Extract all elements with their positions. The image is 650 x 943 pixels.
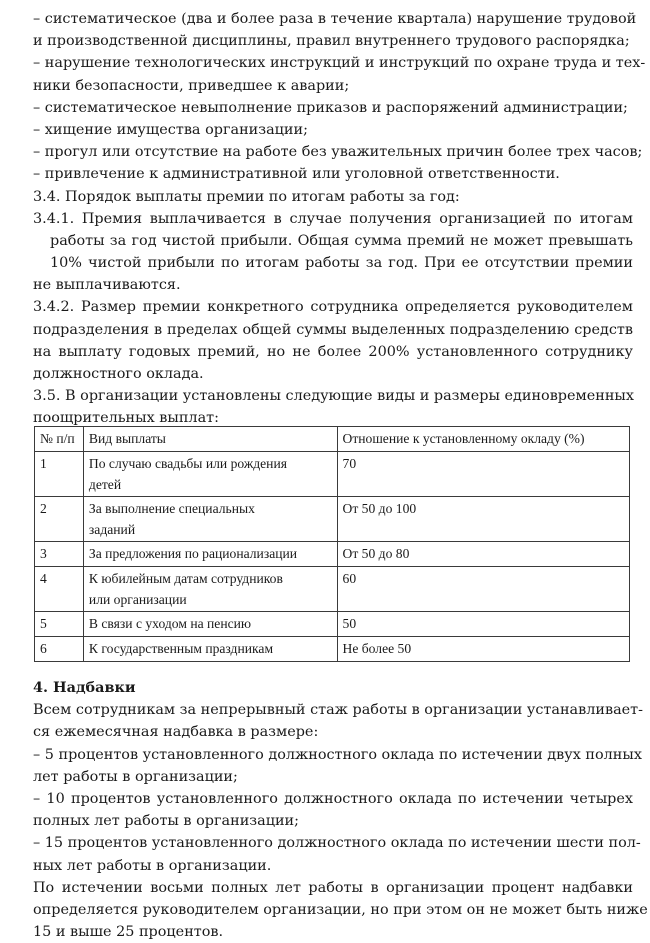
table-row [35,567,630,612]
payout-type [83,497,337,542]
text-line: По истечении восьми полных лет работы в организации процент надбавки [33,879,633,896]
row-number: 1 [35,452,84,497]
text-line: ся ежемесячная надбавка в размере: [33,724,319,741]
payout-type-line: заданий [88,522,136,537]
payout-type [83,637,337,662]
text-line: – прогул или отсутствие на работе без уважительных причин более трех часов; [33,144,643,161]
text-line: – привлечение к административной или уголовной ответственности. [33,166,560,183]
column-header-type: Вид выплаты [83,427,337,452]
section-heading-4: 4. Надбавки [33,679,136,696]
text-line: – систематическое невыполнение приказов и распоряжений администрации; [33,99,628,116]
text-line: должностного оклада. [33,366,204,382]
row-number: 6 [35,637,84,662]
payout-ratio: 50 [337,612,629,637]
text-line: поощрительных выплат: [33,410,219,427]
payouts-table [34,426,630,662]
row-number: 2 [35,497,84,542]
intro-text [33,8,646,430]
text-line: 3.4.1. Премия выплачивается в случае получения организацией по итогам [33,210,633,227]
row-number: 4 [35,567,84,612]
payout-ratio: От 50 до 100 [337,497,629,542]
table-row [35,542,630,567]
table-row [35,497,630,542]
payout-type-line: К юбилейным датам сотрудников [88,571,283,586]
payout-ratio: 70 [337,452,629,497]
text-line: полных лет работы в организации; [33,813,300,830]
text-line: – 10 процентов установленного должностного оклада по истечении четырех [33,790,633,807]
text-line: работы за год чистой прибыли. Общая сумма премий не может превышать [50,232,633,249]
text-line: – 5 процентов установленного должностного оклада по истечении двух полных [33,746,642,763]
payout-type-line: По случаю свадьбы или рождения [88,456,287,471]
text-line: 10% чистой прибыли по итогам работы за год. При ее отсутствии премии [50,255,633,272]
payout-ratio: 60 [337,567,629,612]
payout-type [83,567,337,612]
payout-type [83,612,337,637]
text-line: подразделения в пределах общей суммы выделенных подразделению средств [33,321,633,338]
payout-type-line: В связи с уходом на пенсию [88,616,252,631]
table-row [35,612,630,637]
payout-type-line: или организации [88,592,187,607]
payout-ratio: Не более 50 [337,637,629,662]
text-line: на выплату годовых премий, но не более 200% установленного сотруднику [33,343,633,360]
text-line: лет работы в организации; [33,768,238,785]
payout-type-line: За предложения по рационализации [88,546,298,561]
payout-type-line: За выполнение специальных [88,501,255,516]
table-row [35,637,630,662]
section-4 [33,677,648,943]
table-header-row [35,427,630,452]
payout-type [83,452,337,497]
text-line: 15 и выше 25 процентов. [33,924,224,941]
text-line: 3.4.2. Размер премии конкретного сотрудника определяется руководителем [33,299,633,316]
text-line: Всем сотрудникам за непрерывный стаж работы в организации устанавливает- [33,702,643,719]
text-line: – 15 процентов установленного должностного оклада по истечении шести пол- [33,835,641,852]
payout-type-line: детей [88,477,122,492]
row-number: 3 [35,542,84,567]
text-line: не выплачиваются. [33,277,181,294]
row-number: 5 [35,612,84,637]
text-line: ных лет работы в организации. [33,857,272,874]
text-line: ники безопасности, приведшее к аварии; [33,77,350,94]
payout-ratio: От 50 до 80 [337,542,629,567]
column-header-number: № п/п [35,427,84,452]
text-line: и производственной дисциплины, правил внутреннего трудового распорядка; [33,33,630,50]
text-line: 3.5. В организации установлены следующие виды и размеры единовременных [33,388,634,405]
payout-type [83,542,337,567]
text-line: – хищение имущества организации; [33,121,308,138]
section-heading-3-4: 3.4. Порядок выплаты премии по итогам работы за год: [33,188,460,205]
text-line: определяется руководителем организации, но при этом он не может быть ниже [33,901,648,918]
table-row [35,452,630,497]
column-header-ratio: Отношение к установленному окладу (%) [337,427,629,452]
payout-type-line: К государственным праздникам [88,641,274,656]
text-line: – нарушение технологических инструкций и инструкций по охране труда и тех- [33,55,646,72]
text-line: – систематическое (два и более раза в течение квартала) нарушение трудовой [33,11,637,27]
